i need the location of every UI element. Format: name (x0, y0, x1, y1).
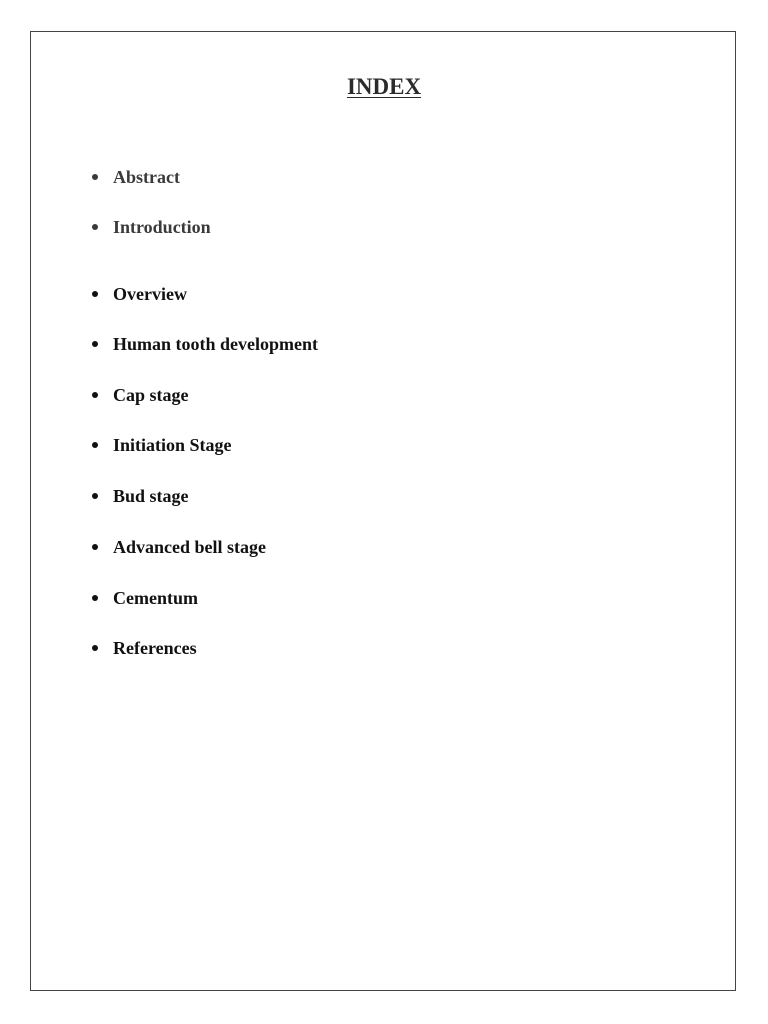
index-item-references (92, 637, 197, 659)
index-item-cap-stage (92, 384, 189, 406)
index-item-human-tooth-development (92, 333, 318, 355)
bullet-icon (92, 645, 98, 651)
bullet-icon (92, 224, 98, 230)
bullet-icon (92, 442, 98, 448)
bullet-icon (92, 341, 98, 347)
index-item-label: Overview (113, 284, 187, 304)
bullet-icon (92, 291, 98, 297)
index-item-label: Cap stage (113, 385, 189, 405)
bullet-icon (92, 392, 98, 398)
index-item-label: Abstract (113, 167, 180, 187)
index-item-initiation-stage (92, 434, 232, 456)
index-item-label: Advanced bell stage (113, 537, 266, 557)
index-item-label: Bud stage (113, 486, 189, 506)
index-item-label: Cementum (113, 588, 198, 608)
page-title: INDEX (346, 74, 422, 99)
index-item-label: Introduction (113, 217, 211, 237)
index-item-label: Initiation Stage (113, 435, 232, 455)
bullet-icon (92, 544, 98, 550)
index-item-label: References (113, 638, 197, 658)
index-item-bud-stage (92, 485, 189, 507)
index-item-label: Human tooth development (113, 334, 319, 354)
index-item-advanced-bell-stage (92, 536, 266, 558)
bullet-icon (92, 493, 98, 499)
index-item-introduction (92, 216, 211, 238)
index-item-overview (92, 283, 187, 305)
bullet-icon (92, 595, 98, 601)
index-item-cementum (92, 587, 198, 609)
bullet-icon (92, 174, 98, 180)
index-item-abstract (92, 166, 180, 188)
